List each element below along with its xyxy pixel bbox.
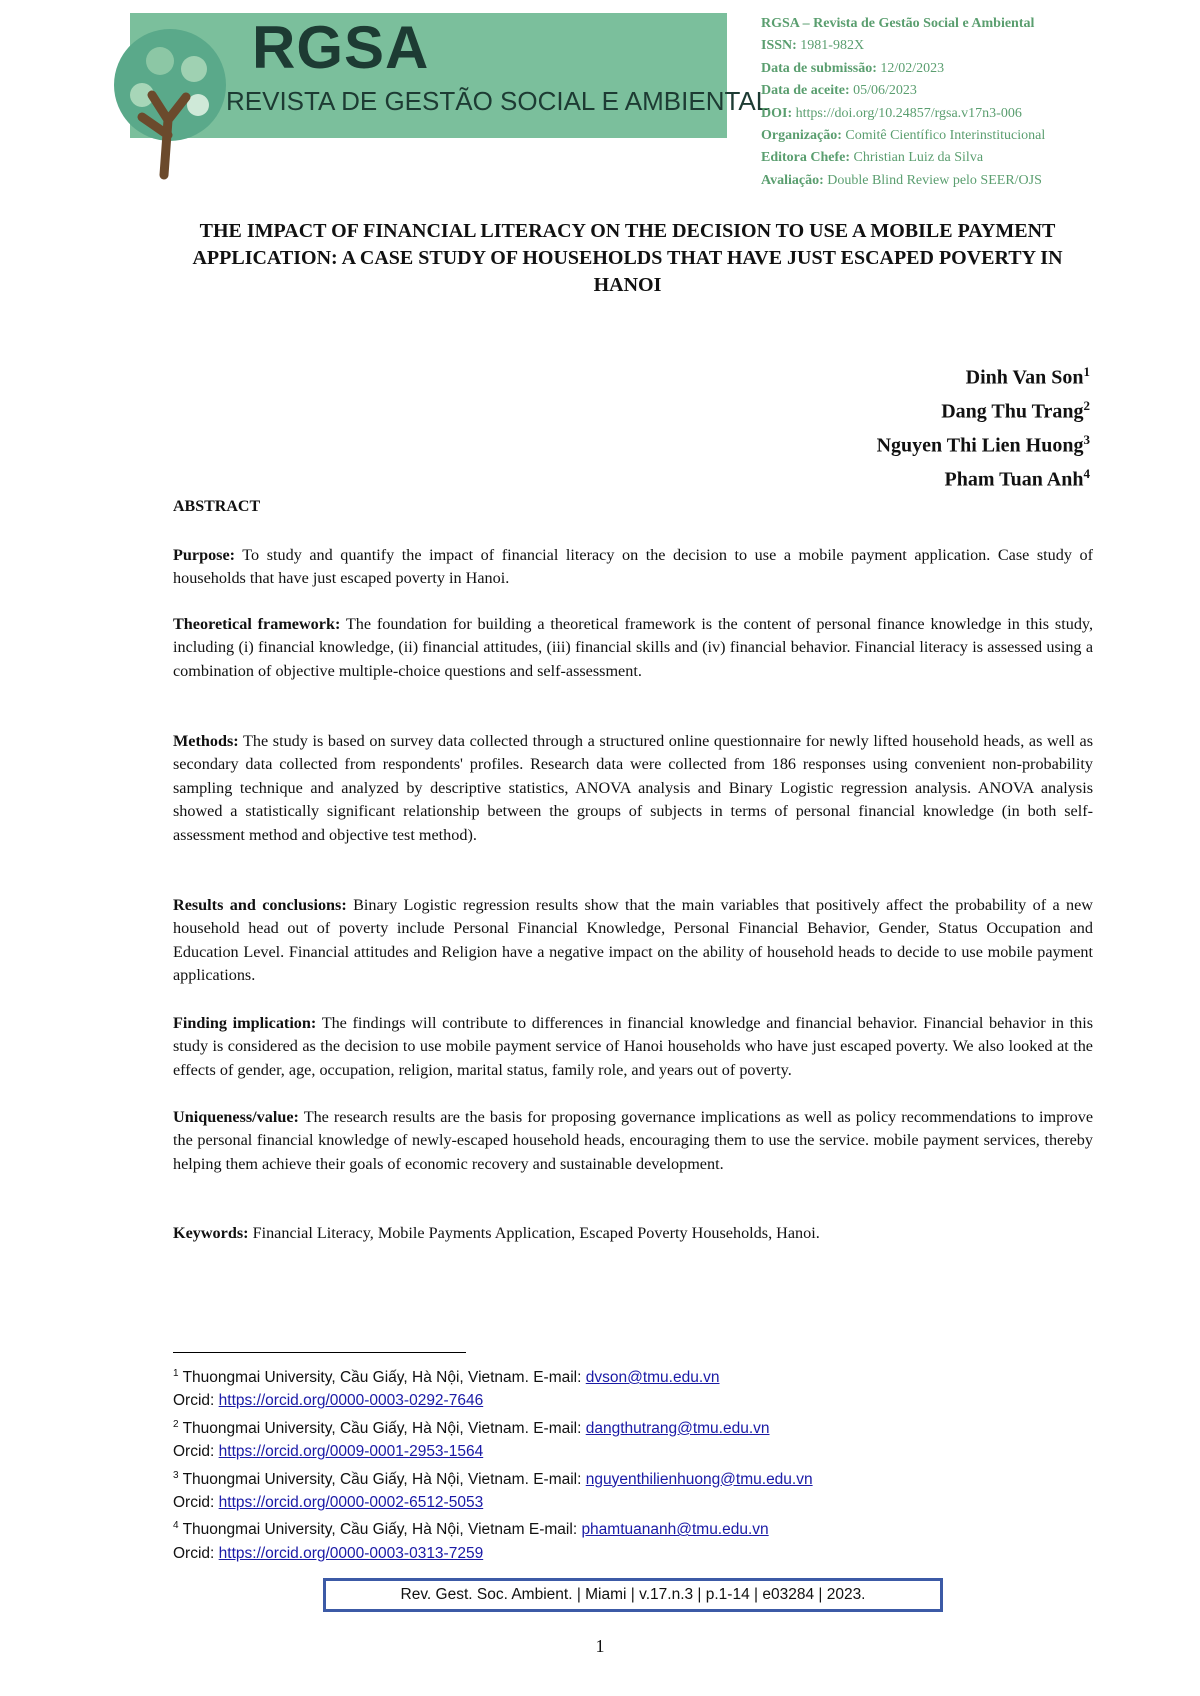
footnote-affiliation: $^4$ Thuongmai University, Cầu Giấy, Hà Nội, Vietnam E-mail: phamtuananh@tmu.edu.vn (173, 1520, 769, 1539)
author: Dinh Van Son$^1$ (965, 364, 1090, 389)
journal-meta (761, 13, 1181, 192)
paper-title: THE IMPACT OF FINANCIAL LITERACY ON THE DECISION TO USE A MOBILE PAYMENT APPLICATION: A CASE STUDY OF HOUSEHOLDS THAT HAVE JUST ESCAPED POVERTY IN HANOI (192, 220, 1063, 296)
footnote-orcid: Orcid: https://orcid.org/0000-0002-6512-5053 (173, 1493, 484, 1511)
meta-line: ISSN: 1981-982X (761, 38, 865, 54)
orcid-link[interactable]: https://orcid.org/0000-0003-0313-7259 (218, 1544, 484, 1562)
abstract-methods: Methods: The study is based on survey data collected through a structured online questionnaire for newly lifted household heads, as well as secondary data collected from respondents' profiles. Research data were collected from 186 responses using convenient non-probability sampling technique and analyzed by descriptive statistics, ANOVA analysis and Binary Logistic regression analysis. ANOVA analysis showed a statistically significant relationship between the groups of subjects in terms of personal financial knowledge (in both self-assessment method and objective test method). (173, 732, 1093, 844)
meta-line: DOI: https://doi.org/10.24857/rgsa.v17n3-006 (761, 105, 1022, 121)
footnote-affiliation: $^3$ Thuongmai University, Cầu Giấy, Hà Nội, Vietnam. E-mail: nguyenthilienhuong@tmu.edu.vn (173, 1469, 813, 1488)
meta-line: Avaliação: Double Blind Review pelo SEER/OJS (761, 172, 1042, 188)
orcid-link[interactable]: https://orcid.org/0000-0002-6512-5053 (218, 1493, 484, 1511)
logo-title: RGSA (252, 14, 430, 81)
author: Pham Tuan Anh$^4$ (944, 466, 1090, 492)
meta-line: RGSA – Revista de Gestão Social e Ambiental (761, 16, 1035, 31)
abstract-uniqueness: Uniqueness/value: The research results are the basis for proposing governance implications as well as policy recommendations to improve the personal financial knowledge of newly-escaped household heads, encouraging them to use the service. mobile payment services, thereby helping them achieve their goals of economic recovery and sustainable development. (173, 1108, 1093, 1173)
footnote-orcid: Orcid: https://orcid.org/0000-0003-0292-7646 (173, 1392, 484, 1410)
footnotes (173, 1362, 1093, 1565)
email-link[interactable]: nguyenthilienhuong@tmu.edu.vn (585, 1470, 813, 1488)
footnote-affiliation: $^1$ Thuongmai University, Cầu Giấy, Hà Nội, Vietnam. E-mail: dvson@tmu.edu.vn (173, 1368, 720, 1387)
footnote-orcid: Orcid: https://orcid.org/0009-0001-2953-1564 (173, 1443, 484, 1461)
citation-text: Rev. Gest. Soc. Ambient. | Miami | v.17.n.3 | p.1-14 | e03284 | 2023. (400, 1586, 866, 1603)
email-link[interactable]: dangthutrang@tmu.edu.vn (585, 1419, 770, 1437)
author: Dang Thu Trang$^2$ (941, 398, 1090, 423)
author-list (877, 358, 1090, 495)
abstract-keywords: Keywords: Financial Literacy, Mobile Payments Application, Escaped Poverty Households, Hanoi. (173, 1224, 820, 1242)
meta-line: Data de submissão: 12/02/2023 (761, 60, 945, 76)
footnote-affiliation: $^2$ Thuongmai University, Cầu Giấy, Hà Nội, Vietnam. E-mail: dangthutrang@tmu.edu.vn (173, 1418, 770, 1437)
citation-box (323, 1578, 943, 1612)
abstract-finding-implication: Finding implication: The findings will contribute to differences in financial knowledge and financial behavior. Financial behavior in this study is considered as the decision to use mobile payment service of Hanoi households who have just escaped poverty. We also looked at the effects of gender, age, occupation, religion, marital status, family role, and years out of poverty. (173, 1014, 1094, 1079)
footnote-orcid: Orcid: https://orcid.org/0000-0003-0313-7259 (173, 1544, 484, 1562)
meta-line: Organização: Comitê Científico Interinstitucional (761, 128, 1046, 144)
abstract-heading: ABSTRACT (173, 498, 261, 515)
meta-line: Data de aceite: 05/06/2023 (761, 83, 917, 99)
orcid-link[interactable]: https://orcid.org/0009-0001-2953-1564 (218, 1443, 484, 1461)
author: Nguyen Thi Lien Huong$^3$ (876, 432, 1090, 457)
abstract-results: Results and conclusions: Binary Logistic regression results show that the main variables that positively affect the probability of a new household head out of poverty include Personal Financial Knowledge, Personal Financial Behavior, Gender, Status Occupation and Education Level. Financial attitudes and Religion have a negative impact on the ability of household heads to decide to use mobile payment applications. (173, 896, 1094, 985)
logo-subtitle: REVISTA DE GESTÃO SOCIAL E AMBIENTAL (226, 86, 771, 116)
orcid-link[interactable]: https://orcid.org/0000-0003-0292-7646 (218, 1392, 484, 1410)
abstract-purpose: Purpose: To study and quantify the impact of financial literacy on the decision to use a mobile payment application. Case study of households that have just escaped poverty in Hanoi. (173, 546, 1093, 588)
footnote-divider (173, 1352, 466, 1353)
page-number: 1 (595, 1636, 605, 1656)
abstract-theoretical-framework: Theoretical framework: The foundation for building a theoretical framework is the content of personal finance knowledge in this study, including (i) financial knowledge, (ii) financial attitudes, (iii) financial skills and (iv) financial behavior. Financial literacy is assessed using a combination of objective multiple-choice questions and self-assessment. (173, 615, 1094, 680)
email-link[interactable]: dvson@tmu.edu.vn (585, 1369, 720, 1387)
meta-line: Editora Chefe: Christian Luiz da Silva (761, 150, 984, 166)
email-link[interactable]: phamtuananh@tmu.edu.vn (581, 1521, 769, 1539)
